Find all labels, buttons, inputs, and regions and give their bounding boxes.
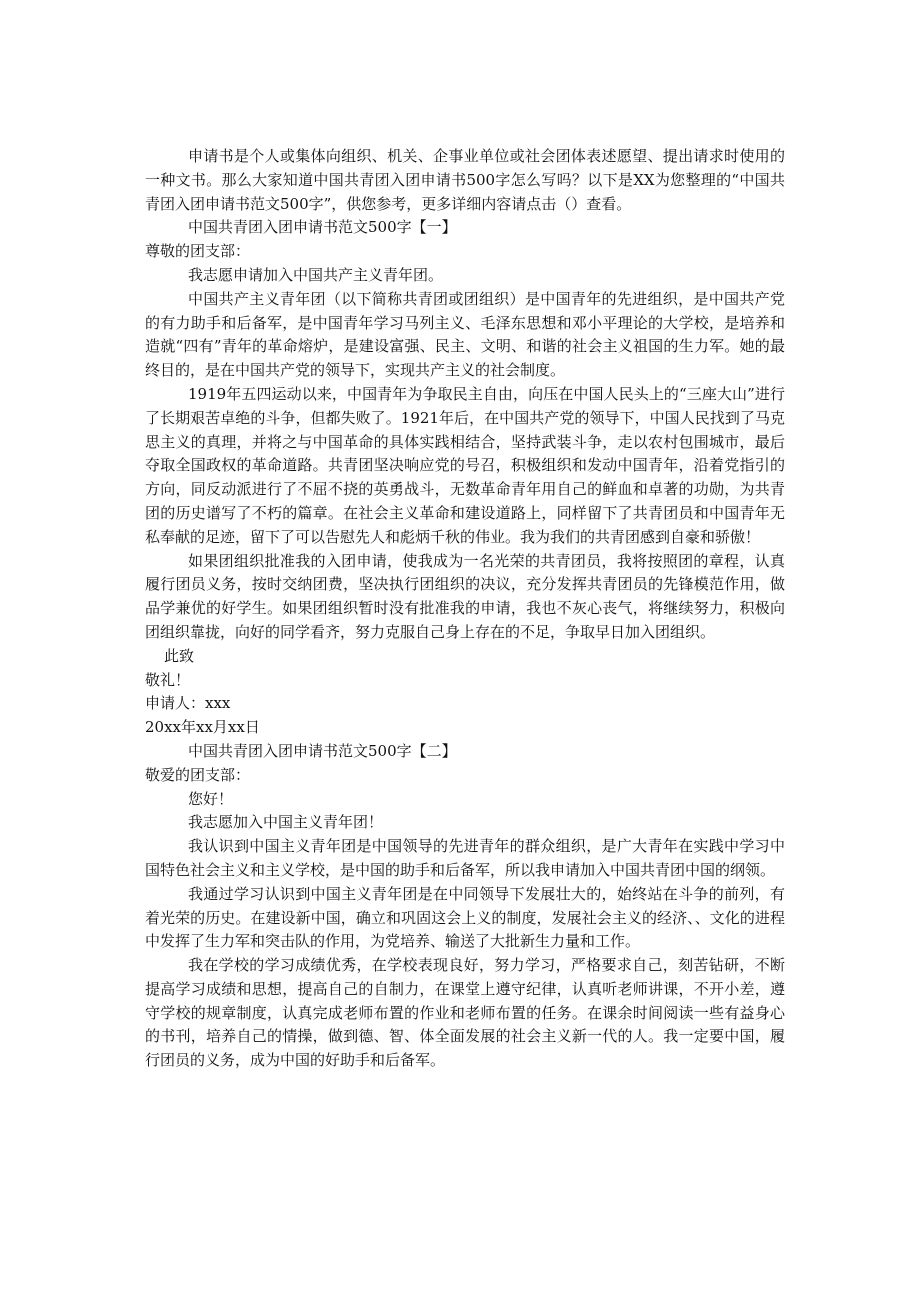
letter1-date: 20xx年xx月xx日	[145, 718, 260, 737]
letter2-paragraph: 我认识到中国主义青年团是中国领导的先进青年的群众组织，是广大青年在实践中学习中国特色社会主义和主义学校，是中国的助手和后备军，所以我申请加入中国共青团中国的纲领。	[145, 837, 785, 879]
intro-paragraph: 申请书是个人或集体向组织、机关、企事业单位或社会团体表述愿望、提出请求时使用的一种文书。那么大家知道中国共青团入团申请书500字怎么写吗？以下是XX为您整理的“中国共青团入团申请书范文500字”，供您参考，更多详细内容请点击（）查看。	[145, 147, 785, 213]
letter1-closing: 此致	[164, 646, 195, 665]
letter2-greeting: 您好！	[188, 789, 234, 808]
letter2-paragraph: 我志愿加入中国主义青年团！	[188, 813, 384, 832]
letter2-paragraph: 我在学校的学习成绩优秀，在学校表现良好，努力学习，严格要求自己，刻苦钻研，不断提高学习成绩和思想，提高自己的自制力，在课堂上遵守纪律，认真听老师讲课，不开小差，遵守学校的规章制度，认真完成老师布置的作业和老师布置的任务。在课余时间阅读一些有益身心的书刊，培养自己的情操，做到德、智、体全面发展的社会主义新一代的人。我一定要中国，履行团员的义务，成为中国的好助手和后备军。	[145, 956, 785, 1070]
letter1-paragraph: 中国共产主义青年团（以下简称共青团或团组织）是中国青年的先进组织，是中国共产党的有力助手和后备军，是中国青年学习马列主义、毛泽东思想和邓小平理论的大学校，是培养和造就“四有”青年的革命熔炉，是建设富强、民主、文明、和谐的社会主义祖国的生力军。她的最终目的，是在中国共产党的领导下，实现共产主义的社会制度。	[145, 289, 785, 380]
letter1-regards: 敬礼！	[145, 670, 191, 689]
document-page	[145, 145, 785, 1073]
letter2-salutation: 敬爱的团支部：	[145, 765, 251, 784]
letter1-salutation: 尊敬的团支部：	[145, 242, 251, 261]
letter2-paragraph: 我通过学习认识到中国主义青年团是在中同领导下发展壮大的，始终站在斗争的前列，有着光荣的历史。在建设新中国，确立和巩固这会上义的制度，发展社会主义的经济、、文化的进程中发挥了生力军和突击队的作用，为党培养、输送了大批新生力量和工作。	[145, 884, 785, 951]
letter1-paragraph: 如果团组织批准我的入团申请，使我成为一名光荣的共青团员，我将按照团的章程，认真履行团员义务，按时交纳团费，坚决执行团组织的决议，充分发挥共青团员的先锋模范作用，做品学兼优的好学生。如果团组织暂时没有批准我的申请，我也不灰心丧气，将继续努力，积极向团组织靠拢，向好的同学看齐，努力克服自己身上存在的不足，争取早日加入团组织。	[145, 551, 785, 641]
letter1-paragraph: 1919年五四运动以来，中国青年为争取民主自由，向压在中国人民头上的“三座大山”进行了长期艰苦卓绝的斗争，但都失败了。1921年后，在中国共产党的领导下，中国人民找到了马克思主义的真理，并将之与中国革命的具体实践相结合，坚持武装斗争，走以农村包围城市，最后夺取全国政权的革命道路。共青团坚决响应党的号召，积极组织和发动中国青年，沿着党指引的方向，同反动派进行了不屈不挠的英勇战斗，无数革命青年用自己的鲜血和卓著的功勋，为共青团的历史谱写了不朽的篇章。在社会主义革命和建设道路上，同样留下了共青团员和中国青年无私奉献的足迹，留下了可以告慰先人和彪炳千秋的伟业。我为我们的共青团感到自豪和骄傲！	[145, 384, 785, 546]
letter1-title: 中国共青团入团申请书范文500字【一】	[188, 218, 457, 237]
letter1-paragraph: 我志愿申请加入中国共产主义青年团。	[188, 265, 444, 284]
letter2-title: 中国共青团入团申请书范文500字【二】	[188, 741, 457, 760]
letter1-applicant: 申请人：xxx	[145, 694, 231, 713]
